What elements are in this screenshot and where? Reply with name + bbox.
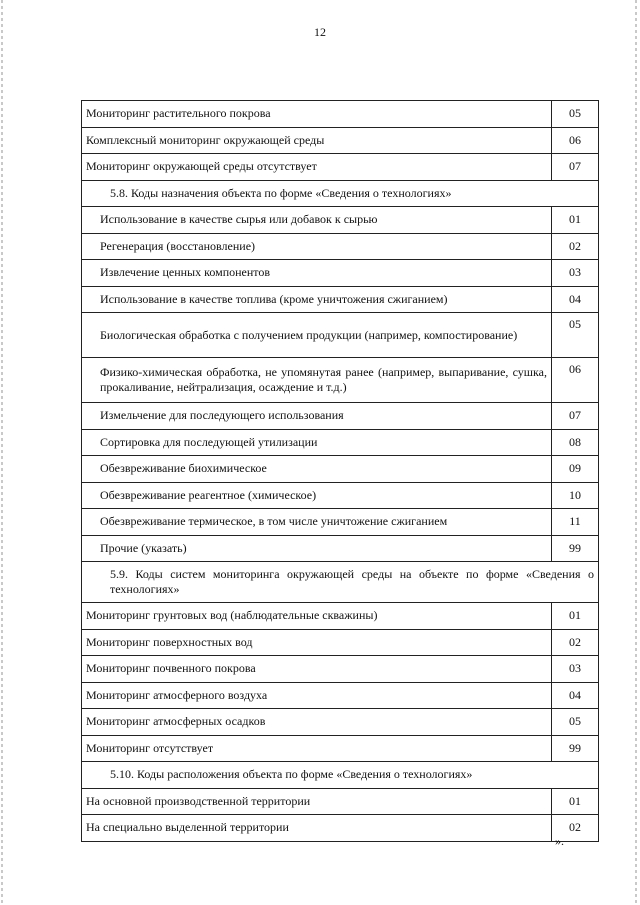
row-description: Мониторинг атмосферных осадков (82, 709, 552, 736)
table-row (82, 313, 599, 358)
row-code: 03 (552, 260, 599, 287)
row-description: Мониторинг почвенного покрова (82, 656, 552, 683)
row-code: 05 (552, 101, 599, 128)
table-row (82, 603, 599, 630)
table-row (82, 233, 599, 260)
row-description: Прочие (указать) (82, 535, 552, 562)
row-code: 05 (552, 709, 599, 736)
codes-table (81, 100, 599, 842)
table-row (82, 429, 599, 456)
table-row (82, 788, 599, 815)
table-row (82, 154, 599, 181)
table-row (82, 629, 599, 656)
table-row (82, 709, 599, 736)
section-header-row (82, 180, 599, 207)
section-header-row (82, 762, 599, 789)
scan-edge-left (1, 0, 3, 905)
row-description: Мониторинг атмосферного воздуха (82, 682, 552, 709)
row-description: Мониторинг растительного покрова (82, 101, 552, 128)
row-description: Мониторинг грунтовых вод (наблюдательные скважины) (82, 603, 552, 630)
row-code: 02 (552, 815, 599, 842)
row-description: Измельчение для последующего использования (82, 403, 552, 430)
row-code: 01 (552, 603, 599, 630)
section-header-text: 5.8. Коды назначения объекта по форме «Сведения о технологиях» (82, 180, 599, 207)
row-description: Комплексный мониторинг окружающей среды (82, 127, 552, 154)
table-row (82, 456, 599, 483)
table-row (82, 358, 599, 403)
table-row (82, 535, 599, 562)
table-row (82, 403, 599, 430)
row-description: Извлечение ценных компонентов (82, 260, 552, 287)
row-description: Использование в качестве сырья или добавок к сырью (82, 207, 552, 234)
row-description: Обезвреживание биохимическое (82, 456, 552, 483)
row-code: 09 (552, 456, 599, 483)
table-row (82, 207, 599, 234)
row-description: Мониторинг окружающей среды отсутствует (82, 154, 552, 181)
closing-quote-mark: ». (555, 834, 564, 848)
row-description: На основной производственной территории (82, 788, 552, 815)
table-row (82, 286, 599, 313)
section-header-text: 5.10. Коды расположения объекта по форме «Сведения о технологиях» (82, 762, 599, 789)
row-description: На специально выделенной территории (82, 815, 552, 842)
table-row (82, 509, 599, 536)
table-row (82, 815, 599, 842)
section-header-text: 5.9. Коды систем мониторинга окружающей среды на объекте по форме «Сведения о технологиях» (82, 562, 599, 603)
page-number: 12 (314, 25, 326, 39)
row-code: 07 (552, 403, 599, 430)
row-code: 04 (552, 286, 599, 313)
section-header-row (82, 562, 599, 603)
row-code: 01 (552, 207, 599, 234)
scan-edge-right (635, 0, 637, 905)
row-code: 08 (552, 429, 599, 456)
table-row (82, 682, 599, 709)
row-code: 05 (552, 313, 599, 358)
row-code: 01 (552, 788, 599, 815)
row-description: Физико-химическая обработка, не упомянутая ранее (например, выпаривание, сушка, прокаливание, нейтрализация, осаждение и т.д.) (82, 358, 552, 403)
row-code: 99 (552, 535, 599, 562)
row-code: 02 (552, 629, 599, 656)
row-description: Биологическая обработка с получением продукции (например, компостирование) (82, 313, 552, 358)
row-code: 10 (552, 482, 599, 509)
row-description: Обезвреживание термическое, в том числе уничтожение сжиганием (82, 509, 552, 536)
row-code: 04 (552, 682, 599, 709)
table-row (82, 735, 599, 762)
row-description: Мониторинг поверхностных вод (82, 629, 552, 656)
row-description: Сортировка для последующей утилизации (82, 429, 552, 456)
row-description: Мониторинг отсутствует (82, 735, 552, 762)
row-description: Использование в качестве топлива (кроме уничтожения сжиганием) (82, 286, 552, 313)
row-code: 02 (552, 233, 599, 260)
row-code: 11 (552, 509, 599, 536)
row-description: Регенерация (восстановление) (82, 233, 552, 260)
row-code: 06 (552, 127, 599, 154)
row-code: 03 (552, 656, 599, 683)
row-code: 99 (552, 735, 599, 762)
table-row (82, 127, 599, 154)
table-row (82, 101, 599, 128)
row-code: 07 (552, 154, 599, 181)
table-row (82, 260, 599, 287)
table-row (82, 656, 599, 683)
codes-table-body (82, 101, 599, 842)
row-code: 06 (552, 358, 599, 403)
row-description: Обезвреживание реагентное (химическое) (82, 482, 552, 509)
table-row (82, 482, 599, 509)
